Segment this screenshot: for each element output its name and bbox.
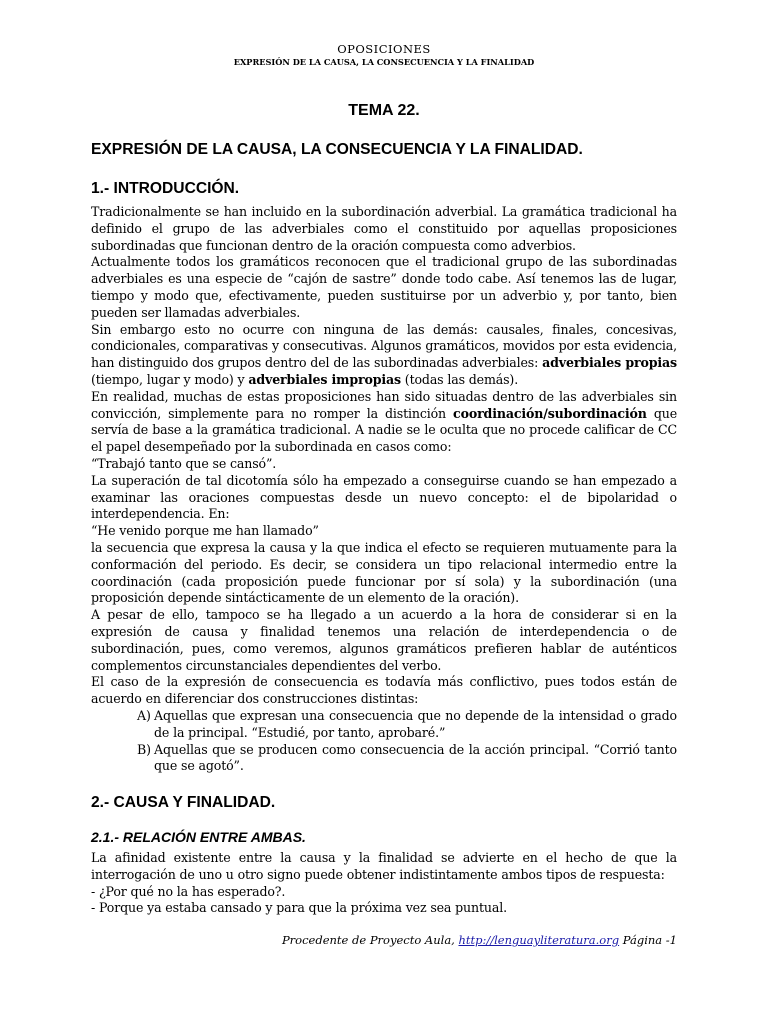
text-run: (todas las demás). [400, 371, 519, 387]
main-title: EXPRESIÓN DE LA CAUSA, LA CONSECUENCIA Y LA FINALIDAD. [91, 141, 583, 158]
list-item-b [91, 742, 677, 776]
paragraph: la secuencia que expresa la causa y la que indica el efecto se requieren mutuamente para la conformación del periodo. Es decir, se considera un tipo relacional intermedio entre la coordinación (cada proposición puede funcionar por sí sola) y la subordinación (una proposición depende sintácticamente de un elemento de la oración). [91, 539, 677, 606]
paragraph: La superación de tal dicotomía sólo ha empezado a conseguirse cuando se han empezado a examinar las oraciones compuestas desde un nuevo concepto: el de bipolaridad o interdependencia. En: [91, 472, 677, 522]
list-item-a [91, 708, 677, 742]
paragraph: A pesar de ello, tampoco se ha llegado a un acuerdo a la hora de considerar si en la expresión de causa y finalidad tenemos una relación de interdependencia o de subordinación, pues, como veremos, algunos gramáticos prefieren hablar de auténticos complementos circunstanciales dependientes del verbo. [91, 607, 677, 673]
header-title: OPOSICIONES [337, 42, 431, 56]
text-run: (tiempo, lugar y modo) y [91, 371, 249, 387]
bold-term: coordinación/subordinación [453, 405, 647, 421]
list-marker: B) [137, 741, 151, 757]
footer-page-number: Página -1 [619, 933, 677, 947]
bold-term: adverbiales propias [542, 355, 677, 371]
example-quote: “He venido porque me han llamado” [91, 523, 319, 539]
document-page [91, 42, 677, 917]
section-2-heading: 2.- CAUSA Y FINALIDAD. [91, 794, 276, 812]
paragraph: Actualmente todos los gramáticos reconocen que el tradicional grupo de las subordinadas adverbiales es una especie de “cajón de sastre” donde todo cabe. Así tenemos las de lugar, tiempo y modo que, efectivamente, pueden sustituirse por un adverbio y, por tanto, bien pueden ser llamadas adverbiales. [91, 254, 677, 320]
footer-link[interactable]: http://lenguayliteratura.org [458, 933, 620, 947]
page-footer [91, 933, 677, 947]
bold-term: adverbiales impropias [248, 371, 401, 387]
text-run: que servía de base a la gramática tradicional. A nadie se le oculta que no procede calificar de CC el papel desempeñado por la subordinada en casos como: [91, 405, 677, 455]
paragraph [91, 322, 677, 389]
list-item-text: Aquellas que expresan una consecuencia que no depende de la intensidad o grado de la principal. “Estudié, por tanto, aprobaré.” [154, 707, 677, 740]
list-line: - ¿Por qué no la has esperado?. [91, 883, 286, 899]
list-item-text: Aquellas que se producen como consecuencia de la acción principal. “Corrió tanto que se agotó”. [154, 741, 677, 774]
header-subtitle: EXPRESIÓN DE LA CAUSA, LA CONSECUENCIA Y LA FINALIDAD [233, 57, 535, 67]
paragraph: La afinidad existente entre la causa y la finalidad se advierte en el hecho de que la interrogación de uno u otro signo puede obtener indistintamente ambos tipos de respuesta: [91, 850, 677, 882]
footer-text: Procedente de Proyecto Aula, [281, 933, 459, 947]
paragraph [91, 389, 677, 456]
paragraph: Tradicionalmente se han incluido en la subordinación adverbial. La gramática tradicional ha definido el grupo de las adverbiales como el constituido por aquellas proposiciones subordinadas que funcionan dentro de la oración compuesta como adverbios. [91, 204, 677, 253]
text-run: En realidad, muchas de estas proposiciones han sido situadas dentro de las adverbiales sin convicción, simplemente para no romper la distinción [91, 388, 677, 421]
list-line: - Porque ya estaba cansado y para que la próxima vez sea puntual. [91, 900, 507, 916]
example-quote: “Trabajó tanto que se cansó”. [91, 455, 277, 471]
section-1-heading: 1.- INTRODUCCIÓN. [91, 180, 240, 197]
list-marker: A) [137, 707, 151, 723]
tema-title: TEMA 22. [348, 102, 420, 119]
text-run: Sin embargo esto no ocurre con ninguna de las demás: causales, finales, concesivas, condicionales, comparativas y consecutivas. Algunos gramáticos, movidos por esta evidencia, han distinguido dos grupos dentro del de las subordinadas adverbiales: [91, 321, 677, 371]
subsection-2-1-heading: 2.1.- RELACIÓN ENTRE AMBAS. [91, 829, 306, 846]
paragraph: El caso de la expresión de consecuencia es todavía más conflictivo, pues todos están de acuerdo en diferenciar dos construcciones distintas: [91, 674, 677, 707]
